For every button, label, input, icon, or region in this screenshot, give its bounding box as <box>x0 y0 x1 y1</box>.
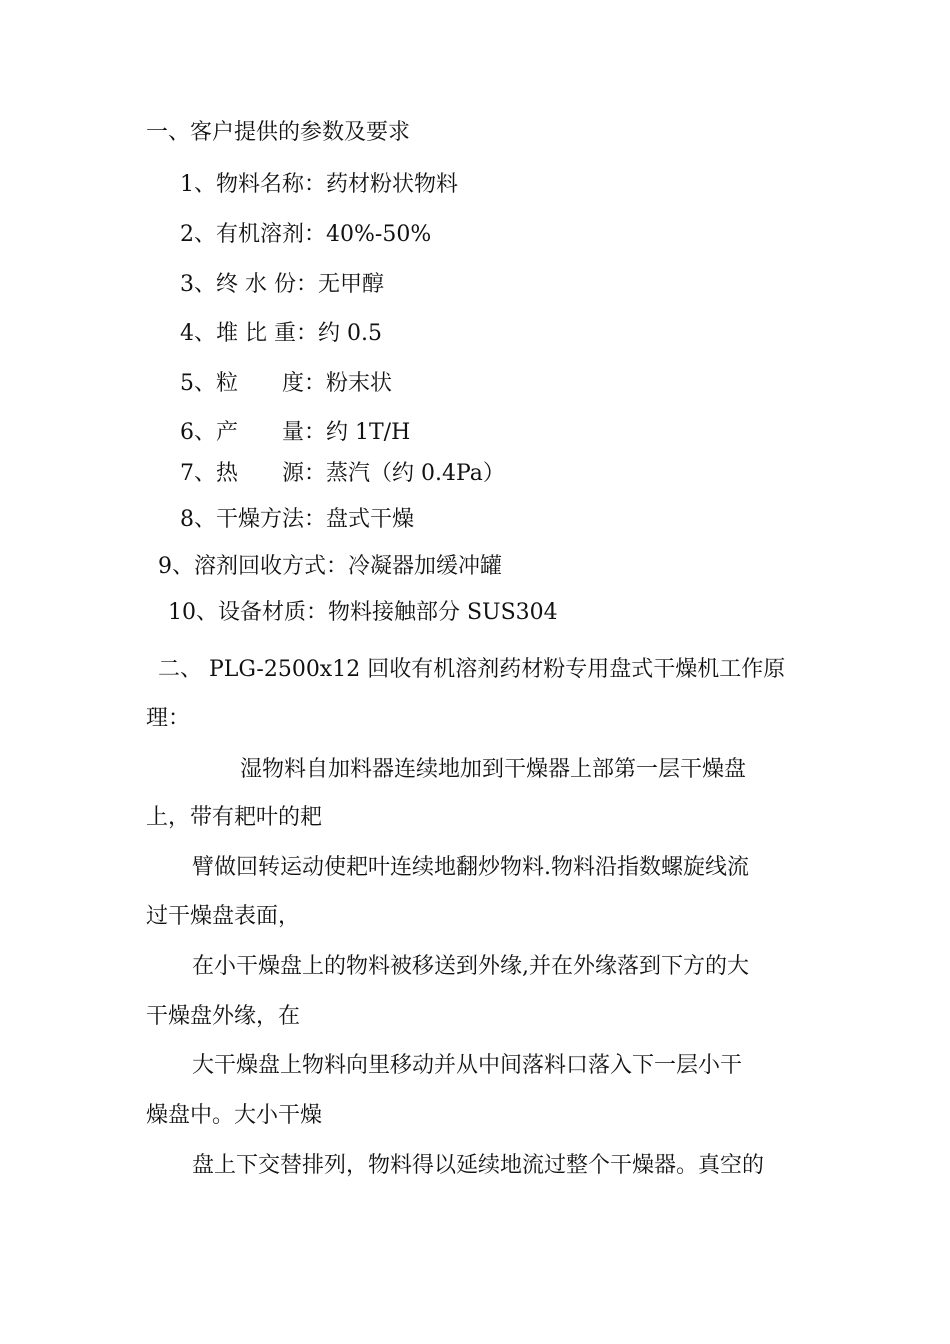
body-line-1: 湿物料自加料器连续地加到干燥器上部第一层干燥盘 <box>240 757 747 782</box>
param-item-solvent-recovery: 9、溶剂回收方式：冷凝器加缓冲罐 <box>158 554 502 579</box>
body-line-8: 燥盘中。大小干燥 <box>146 1103 323 1128</box>
body-line-4: 过干燥盘表面， <box>146 904 301 929</box>
body-line-6: 干燥盘外缘，在 <box>146 1004 301 1029</box>
body-line-9: 盘上下交替排列，物料得以延续地流过整个干燥器。真空的 <box>192 1153 765 1178</box>
body-line-2: 上，带有耙叶的耙 <box>146 805 323 830</box>
param-item-material-name: 1、物料名称：药材粉状物料 <box>180 172 458 197</box>
section2-heading-line2: 理： <box>146 706 191 731</box>
body-line-3: 臂做回转运动使耙叶连续地翻炒物料.物料沿指数螺旋线流 <box>192 855 749 880</box>
param-item-drying-method: 8、干燥方法：盘式干燥 <box>180 507 414 532</box>
param-item-material-of-construction: 10、设备材质：物料接触部分 SUS304 <box>168 600 558 625</box>
param-item-final-moisture: 3、终 水 份：无甲醇 <box>180 272 384 297</box>
param-item-particle-size: 5、粒 度：粉末状 <box>180 371 392 396</box>
param-item-output: 6、产 量：约 1T/H <box>180 420 411 445</box>
param-item-heat-source: 7、热 源：蒸汽（约 0.4Pa） <box>180 461 505 486</box>
section1-heading: 一、客户提供的参数及要求 <box>146 120 411 145</box>
section2-heading-line1: 二、 PLG-2500x12 回收有机溶剂药材粉专用盘式干燥机工作原 <box>158 657 786 682</box>
body-line-7: 大干燥盘上物料向里移动并从中间落料口落入下一层小干 <box>192 1053 743 1078</box>
param-item-solvent: 2、有机溶剂：40%-50% <box>180 222 432 247</box>
param-item-bulk-density: 4、堆 比 重：约 0.5 <box>180 321 382 346</box>
body-line-5: 在小干燥盘上的物料被移送到外缘,并在外缘落到下方的大 <box>192 954 749 979</box>
